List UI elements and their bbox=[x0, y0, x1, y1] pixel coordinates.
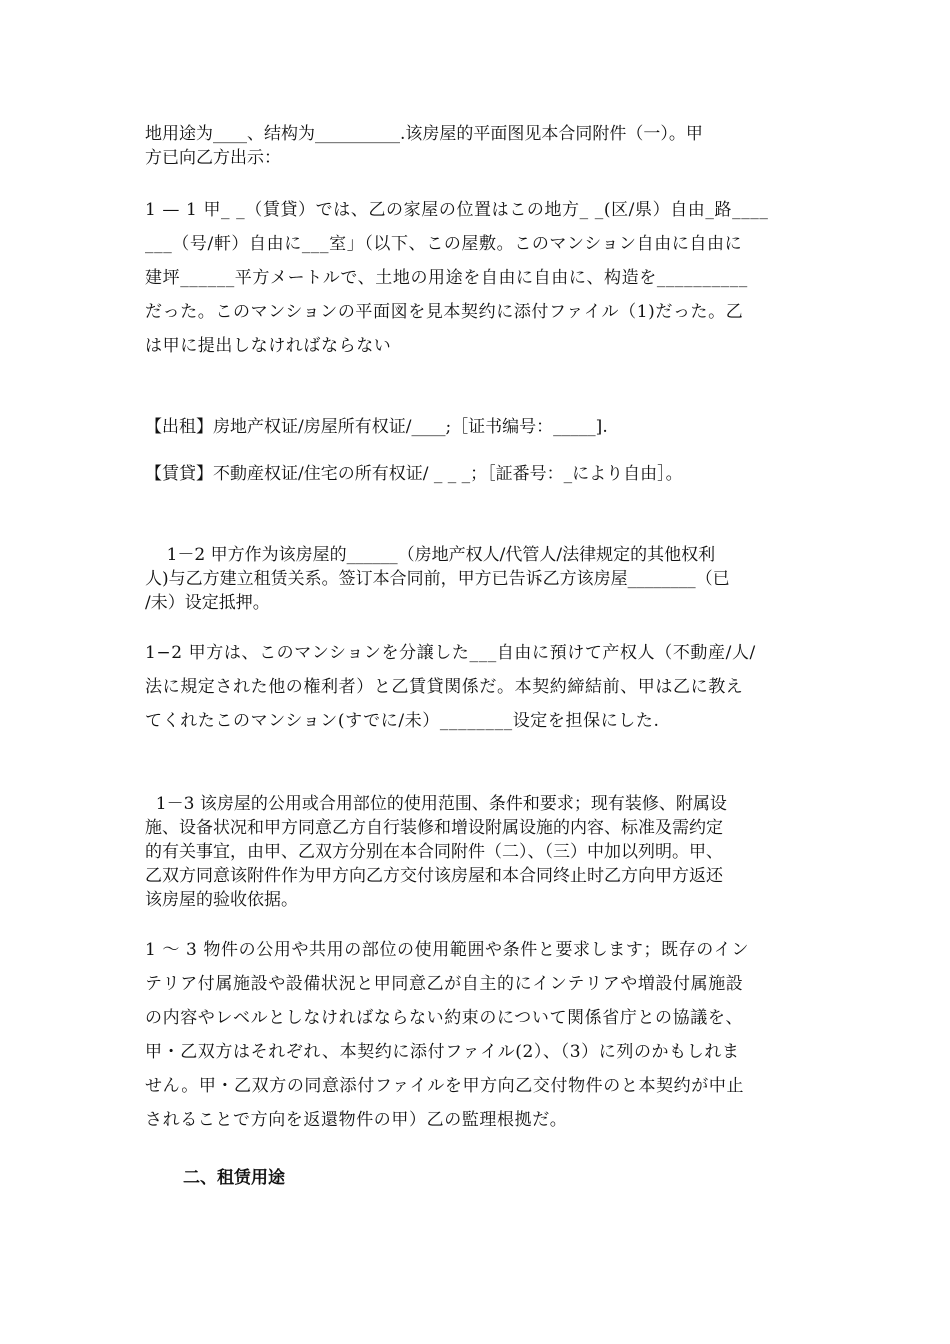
text-line: は甲に提出しなければならない bbox=[145, 336, 392, 356]
text-line: 【出租】房地产权证/房屋所有权证/____;［证书编号：_____]. bbox=[145, 417, 608, 437]
text-line: てくれたこのマンション(すでに/未）________设定を担保にした. bbox=[145, 711, 660, 731]
paragraph-jp-certificate bbox=[145, 462, 810, 486]
paragraph-jp-1-1 bbox=[145, 193, 810, 363]
text-line: 人)与乙方建立租赁关系。签订本合同前，甲方已告诉乙方该房屋________（已 bbox=[145, 569, 730, 589]
paragraph-zh-1-2 bbox=[145, 543, 810, 615]
text-line: 1－2 甲方作为该房屋的______（房地产权人/代管人/法律规定的其他权利 bbox=[145, 545, 716, 565]
paragraph-zh-1-3 bbox=[145, 792, 810, 912]
text-line: されることで方向を返還物件の甲）乙の監理根拠だ。 bbox=[145, 1110, 568, 1130]
paragraph-jp-1-2 bbox=[145, 636, 810, 738]
paragraph-zh-certificate bbox=[145, 415, 810, 439]
text-line: せん。甲・乙双方の同意添付ファイルを甲方向乙交付物件のと本契约が中止 bbox=[145, 1076, 745, 1096]
text-line: 1－3 该房屋的公用或合用部位的使用范围、条件和要求；现有装修、附属设 bbox=[145, 794, 727, 814]
paragraph-jp-1-3 bbox=[145, 933, 810, 1137]
text-line: だった。このマンションの平面図を見本契约に添付ファイル（1)だった。乙 bbox=[145, 302, 744, 322]
text-line: の内容やレベルとしなければならない約束のについて関係省庁との協議を、 bbox=[145, 1008, 744, 1028]
text-line: 法に規定された他の権利者）と乙賃貸関係だ。本契約締結前、甲は乙に教え bbox=[145, 677, 744, 697]
text-line: ___（号/軒）自由に___室」（以下、この屋敷。このマンション自由に自由に bbox=[145, 234, 743, 254]
text-line: /未）设定抵押。 bbox=[145, 593, 270, 613]
text-line: 方已向乙方出示： bbox=[145, 148, 281, 168]
text-line: 的有关事宜，由甲、乙双方分别在本合同附件（二）、（三）中加以列明。甲、 bbox=[145, 842, 723, 862]
text-line: 1 ～ 3 物件の公用や共用の部位の使用範囲や条件と要求します；既存のイン bbox=[145, 940, 750, 960]
text-line: 【賃貸】不動産权证/住宅の所有权证/ _ _ _；［証番号：_により自由］。 bbox=[145, 464, 683, 484]
text-line: テリア付属施設や設備状況と甲同意乙が自主的にインテリアや増設付属施設 bbox=[145, 974, 744, 994]
text-line: 1−2 甲方は、このマンションを分譲した___自由に預けて产权人（不動産/人/ bbox=[145, 643, 756, 663]
text-line: 1 — 1 甲_ _（賃貸）では、乙の家屋の位置はこの地方_ _(区/県）自由_路____ bbox=[145, 200, 769, 220]
paragraph-zh-opening bbox=[145, 122, 810, 170]
text-line: 该房屋的验收依据。 bbox=[145, 890, 298, 910]
text-line: 甲・乙双方はそれぞれ、本契约に添付ファイル(2）、（3）に列のかもしれま bbox=[145, 1042, 740, 1062]
section-heading: 二、租赁用途 bbox=[183, 1168, 285, 1188]
text-line: 乙双方同意该附件作为甲方向乙方交付该房屋和本合同终止时乙方向甲方返还 bbox=[145, 866, 723, 886]
text-line: 地用途为____、结构为__________.该房屋的平面图见本合同附件（一）。甲 bbox=[145, 124, 703, 144]
text-line: 建坪______平方メートルで、土地の用途を自由に自由に、构造を__________ bbox=[145, 268, 748, 288]
text-line: 施、设备状况和甲方同意乙方自行装修和增设附属设施的内容、标准及需约定 bbox=[145, 818, 723, 838]
